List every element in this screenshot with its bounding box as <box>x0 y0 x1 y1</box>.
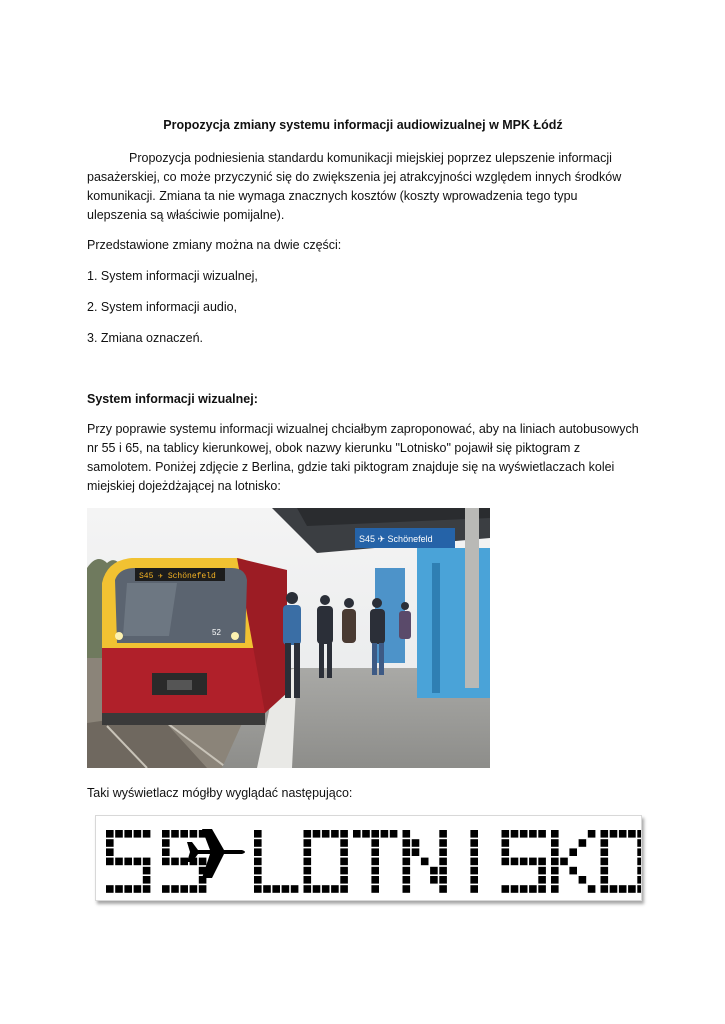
platform-sign: S45 ✈ Schönefeld <box>359 534 433 544</box>
document-title: Propozycja zmiany systemu informacji audiowizualnej w MPK Łódź <box>163 118 563 132</box>
line-number-glyph <box>162 830 206 893</box>
destination-glyph <box>601 830 642 893</box>
parts-intro: Przedstawione zmiany można na dwie części: <box>87 238 342 252</box>
list-item: 3. Zmiana oznaczeń. <box>87 331 204 345</box>
train-sign: S45 ✈ Schönefeld <box>139 572 216 581</box>
destination-glyph <box>470 830 478 893</box>
intro-paragraph: Propozycja podniesienia standardu komunikacji miejskiej poprzez ulepszenie informacji pasażerskiej, co może przyczynić się do zwiększenia jej atrakcyjności względem innych środków komunikacji. Zmiana ta nie wymaga znacznych kosztów (koszty wprowadzenia tego typu ulepszenia są właściwie pomijalne). <box>87 151 622 222</box>
destination-glyph <box>304 830 348 893</box>
berlin-train-photo <box>87 508 490 768</box>
destination-glyph <box>254 830 298 893</box>
destination-glyph <box>551 830 595 893</box>
dot-matrix-display <box>95 815 642 901</box>
section-heading: System informacji wizualnej: <box>87 392 258 406</box>
destination-glyph <box>403 830 447 893</box>
destination-glyph <box>353 830 397 893</box>
list-item: 2. System informacji audio, <box>87 300 238 314</box>
destination-glyph <box>502 830 546 893</box>
list-item: 1. System informacji wizualnej, <box>87 269 258 283</box>
line-number-glyph <box>106 830 150 893</box>
display-caption: Taki wyświetlacz mógłby wyglądać następująco: <box>87 786 353 800</box>
section-paragraph: Przy poprawie systemu informacji wizualnej chciałbym zaproponować, aby na liniach autobusowych nr 55 i 65, na tablicy kierunkowej, obok nazwy kierunku "Lotnisko" pojawił się piktogram z samolotem. Poniżej zdjęcie z Berlina, gdzie taki piktogram znajduje się na wyświetlaczach kolei miejskiej dojeżdżającej na lotnisko: <box>87 422 639 493</box>
train-number: 52 <box>212 628 221 637</box>
